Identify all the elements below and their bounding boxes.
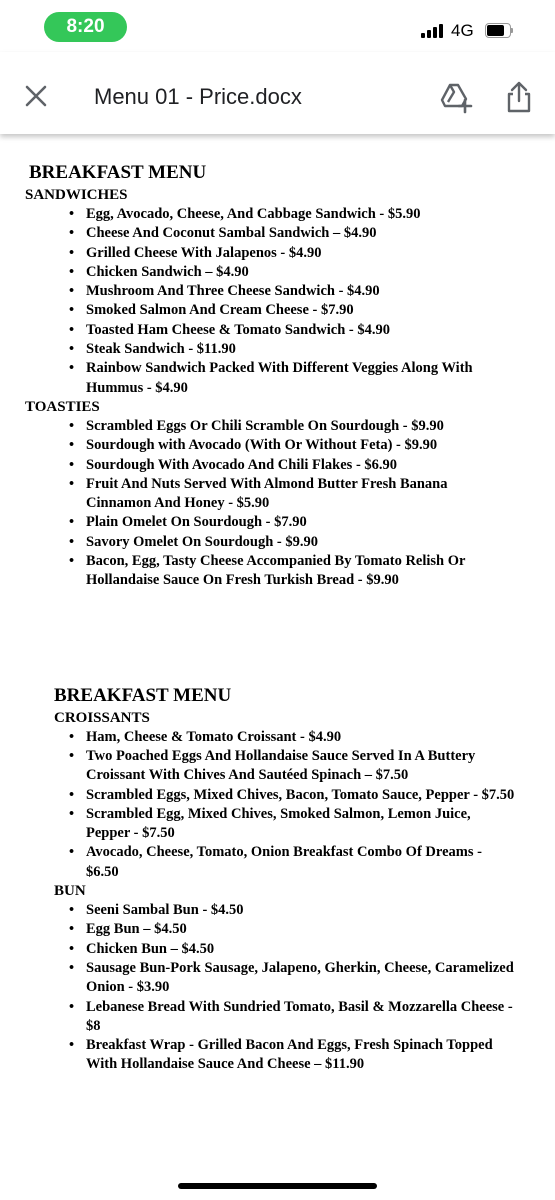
menu-item: • Bacon, Egg, Tasty Cheese Accompanied By Tomato Relish Or Hollandaise Sauce On Fresh Turkish Bread - $9.90 — [69, 553, 466, 589]
menu-item: • Rainbow Sandwich Packed With Different Veggies Along With Hummus - $4.90 — [69, 360, 473, 396]
group-heading: BUN — [54, 883, 86, 900]
menu-section — [0, 160, 555, 591]
menu-title: BREAKFAST MENU — [54, 684, 232, 706]
network-type: 4G — [451, 21, 474, 40]
add-to-drive-icon — [439, 80, 473, 114]
home-indicator[interactable] — [178, 1183, 377, 1189]
menu-item: • Seeni Sambal Bun - $4.50 — [69, 902, 244, 919]
menu-item: • Egg, Avocado, Cheese, And Cabbage Sandwich - $5.90 — [69, 206, 421, 222]
menu-item-list — [0, 728, 555, 882]
document-title: Menu 01 - Price.docx — [94, 84, 302, 109]
menu-item: • Ham, Cheese & Tomato Croissant - $4.90 — [69, 728, 342, 745]
close-icon — [20, 80, 52, 112]
signal-icon — [421, 24, 443, 38]
menu-item: • Steak Sandwich - $11.90 — [69, 341, 236, 358]
close-button[interactable] — [20, 80, 52, 112]
share-icon — [504, 80, 534, 114]
app-bar — [0, 52, 555, 134]
add-to-drive-button[interactable] — [439, 80, 473, 114]
status-bar — [0, 0, 555, 52]
status-time: 8:20 — [44, 12, 127, 42]
menu-item: • Mushroom And Three Cheese Sandwich - $4.90 — [69, 283, 380, 300]
menu-item: • Scrambled Eggs Or Chili Scramble On Sourdough - $9.90 — [69, 417, 444, 434]
battery-icon — [485, 23, 512, 38]
share-button[interactable] — [504, 80, 534, 114]
menu-item: • Fruit And Nuts Served With Almond Butter Fresh Banana Cinnamon And Honey - $5.90 — [69, 475, 448, 512]
menu-item: • Savory Omelet On Sourdough - $9.90 — [69, 533, 319, 550]
menu-item-list — [0, 205, 555, 398]
menu-item: • Chicken Bun – $4.50 — [69, 940, 215, 957]
menu-item: • Cheese And Coconut Sambal Sandwich – $4.90 — [69, 225, 377, 242]
menu-item: • Avocado, Cheese, Tomato, Onion Breakfast Combo Of Dreams - $6.50 — [69, 844, 482, 880]
menu-item: • Chicken Sandwich – $4.90 — [69, 263, 249, 280]
document-page — [0, 160, 555, 1075]
page-gap — [0, 591, 555, 683]
menu-item: • Plain Omelet On Sourdough - $7.90 — [69, 514, 307, 531]
menu-item: • Breakfast Wrap - Grilled Bacon And Eggs, Fresh Spinach Topped With Hollandaise Sauce And Cheese – $11.90 — [69, 1037, 493, 1073]
menu-item: • Smoked Salmon And Cream Cheese - $7.90 — [69, 302, 354, 319]
menu-item: • Egg Bun – $4.50 — [69, 921, 187, 938]
menu-title: BREAKFAST MENU — [29, 162, 207, 183]
menu-item-list — [0, 417, 555, 591]
menu-item: • Grilled Cheese With Jalapenos - $4.90 — [69, 244, 322, 261]
menu-item: • Sourdough with Avocado (With Or Without Feta) - $9.90 — [69, 437, 438, 454]
menu-item-list — [0, 901, 555, 1075]
menu-item: • Scrambled Egg, Mixed Chives, Smoked Salmon, Lemon Juice, Pepper - $7.50 — [69, 805, 471, 842]
menu-item: • Scrambled Eggs, Mixed Chives, Bacon, Tomato Sauce, Pepper - $7.50 — [69, 786, 515, 803]
group-heading: SANDWICHES — [25, 187, 128, 203]
menu-item: • Two Poached Eggs And Hollandaise Sauce Served In A Buttery Croissant With Chives And Sautéed Spinach – $7.50 — [69, 747, 476, 784]
menu-item: • Toasted Ham Cheese & Tomato Sandwich - $4.90 — [69, 321, 390, 338]
menu-item: • Sausage Bun-Pork Sausage, Jalapeno, Gherkin, Cheese, Caramelized Onion - $3.90 — [69, 959, 514, 996]
menu-item: • Lebanese Bread With Sundried Tomato, Basil & Mozzarella Cheese - $8 — [69, 998, 513, 1034]
group-heading: TOASTIES — [25, 398, 100, 415]
menu-section — [0, 683, 555, 1075]
group-heading: CROISSANTS — [54, 709, 150, 726]
menu-item: • Sourdough With Avocado And Chili Flakes - $6.90 — [69, 456, 398, 473]
